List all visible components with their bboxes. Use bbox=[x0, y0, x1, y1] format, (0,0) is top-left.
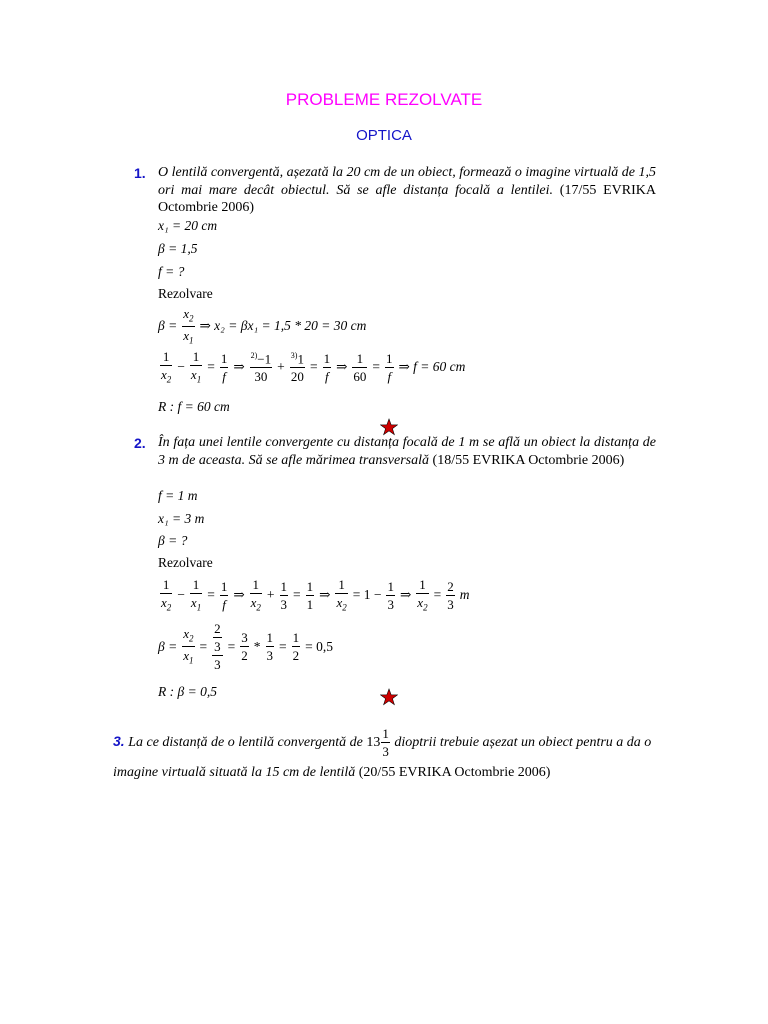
problem-2-given-3: β = ? bbox=[158, 533, 188, 548]
problem-2-step-2-result: = 0,5 bbox=[305, 638, 333, 654]
star-divider-icon bbox=[380, 688, 398, 706]
problem-2-step-2: β = $\frac{x_2}{x_1}$ = $\frac{\frac{2}{3}}{3}$ = $\frac{3}{2}$ * $\frac{1}{3}$ = $\frac{1}{2}$ = 0,5 bbox=[158, 621, 333, 672]
problem-1-given-3: f = ? bbox=[158, 264, 185, 279]
problem-3-statement-part-1: La ce distanță de o lentilă convergentă de bbox=[128, 735, 363, 750]
problem-2-given-1: f = 1 m bbox=[158, 488, 198, 503]
problem-1-rezolvare-label: Rezolvare bbox=[158, 286, 213, 301]
problem-3-reference: (20/55 EVRIKA Octombrie 2006) bbox=[358, 765, 551, 781]
problem-3-whole: 13 bbox=[366, 735, 381, 750]
problem-1-answer: R : f = 60 cm bbox=[158, 399, 230, 414]
problem-1-given-1: x₁ = 20 cm bbox=[158, 218, 218, 233]
problem-2-statement: În fața unei lentile convergente cu distanța focală de 1 m se află un obiect la distanța de 3 m de aceasta. Să se afle mărimea transversală bbox=[158, 435, 656, 468]
problem-1-step-2: $\frac{1}{x_2}$ − $\frac{1}{x_1}$ = $\frac{1}{f}$ ⇒ $\frac{^{2)}-1}{30}$ + $\frac{^{3)}1}{20}$ = $\frac{1}{f}$ ⇒ $\frac{1}{60}$ = $\frac{1}{f}$ ⇒ f = 60 cm bbox=[161, 349, 466, 385]
problem-1-given-2: β = 1,5 bbox=[158, 241, 198, 256]
problem-1-reference: (17/55 EVRIKA Octombrie 2006) bbox=[158, 182, 656, 215]
problem-3-mixed-number bbox=[366, 726, 391, 760]
problem-1-number: 1. bbox=[134, 165, 146, 181]
problem-1-text bbox=[158, 164, 656, 217]
problem-2-text bbox=[158, 434, 656, 469]
problem-2-given-2: x₁ = 3 m bbox=[158, 511, 205, 526]
problem-2-number: 2. bbox=[134, 435, 146, 451]
problem-2-reference: (18/55 EVRIKA Octombrie 2006) bbox=[432, 452, 625, 468]
problem-1-step-2-result: ⇒ f = 60 cm bbox=[398, 359, 466, 375]
problem-1-step-1-rhs: ⇒ x₂ = βx₁ = 1,5 * 20 = 30 cm bbox=[199, 318, 367, 334]
problem-2-answer: R : β = 0,5 bbox=[158, 684, 217, 699]
problem-3-frac-num: 1 bbox=[382, 726, 389, 742]
problem-3-number: 3. bbox=[113, 733, 125, 749]
problem-2-rezolvare-label: Rezolvare bbox=[158, 555, 213, 570]
page-subtitle: OPTICA bbox=[356, 127, 412, 144]
problem-3-frac-den: 3 bbox=[382, 744, 389, 760]
page-title: PROBLEME REZOLVATE bbox=[285, 90, 483, 109]
problem-1-statement: O lentilă convergentă, așezată la 20 cm de un obiect, formează o imagine virtuală de 1,5 ori mai mare decât obiectul. Să se afle distanța focală a lentilei. bbox=[158, 165, 656, 198]
problem-3-text bbox=[113, 726, 658, 788]
problem-3-statement-part-2: dioptrii trebuie așezat un obiect pentru a da o imagine virtuală situată la 15 cm de lentilă bbox=[113, 735, 652, 781]
problem-2-step-1: $\frac{1}{x_2}$ − $\frac{1}{x_1}$ = $\frac{1}{f}$ ⇒ $\frac{1}{x_2}$ + $\frac{1}{3}$ = $\frac{1}{1}$ ⇒ $\frac{1}{x_2}$ = 1 − $\frac{1}{3}$ ⇒ $\frac{1}{x_2}$ = $\frac{2}{3}$ m bbox=[161, 577, 470, 613]
problem-1-step-1: β = $\frac{x_2}{x_1}$ ⇒ x₂ = βx₁ = 1,5 * 20 = 30 cm bbox=[158, 306, 367, 346]
